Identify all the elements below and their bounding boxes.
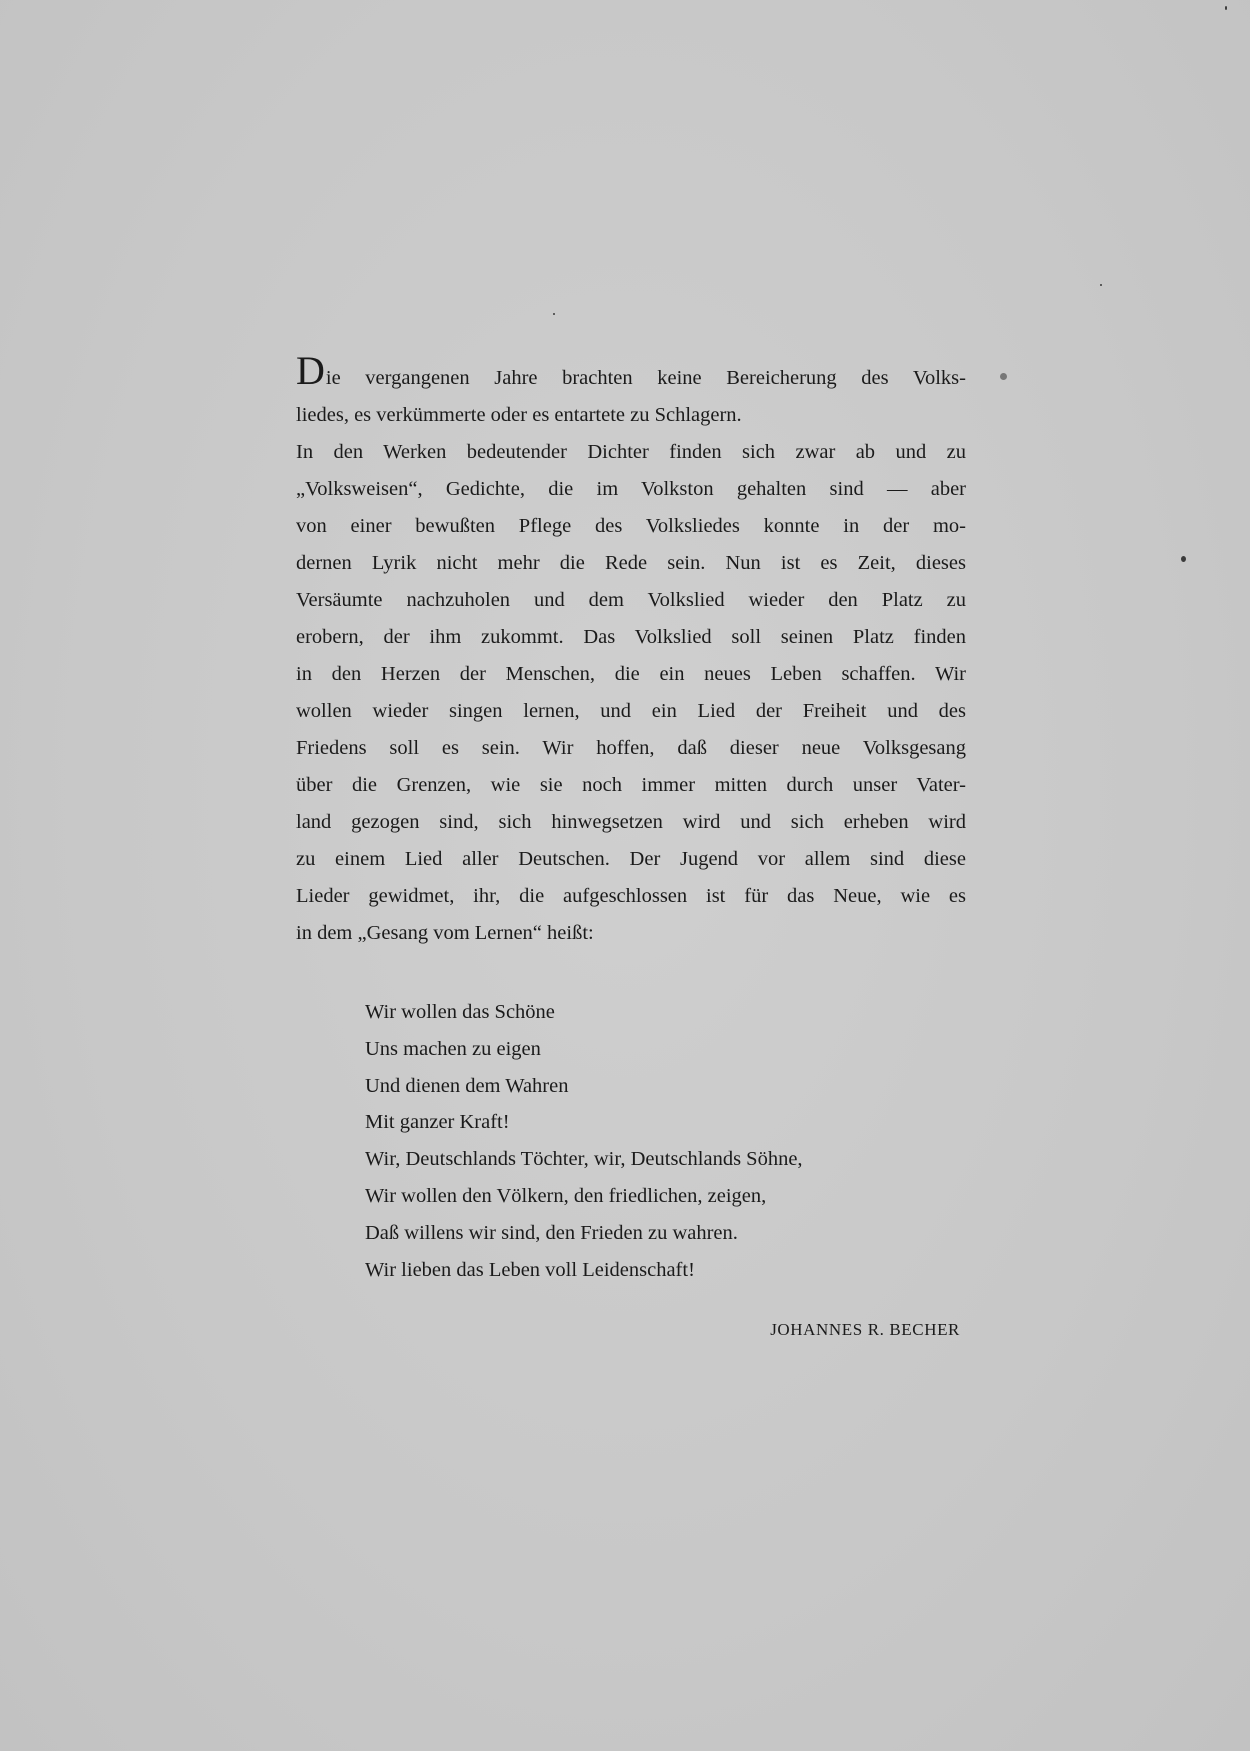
drop-cap: D <box>296 348 325 393</box>
poem-line: Wir, Deutschlands Töchter, wir, Deutschlands Söhne, <box>365 1148 803 1171</box>
poem-line: Wir lieben das Leben voll Leidenschaft! <box>365 1258 695 1281</box>
poem-line: Daß willens wir sind, den Frieden zu wahren. <box>365 1221 738 1244</box>
poem-line: Uns machen zu eigen <box>365 1037 541 1060</box>
intro-line: zu einem Lied aller Deutschen. Der Jugend vor allem sind diese <box>296 848 966 870</box>
paper-speck <box>1100 284 1102 286</box>
intro-line: in den Herzen der Menschen, die ein neues Leben schaffen. Wir <box>296 663 966 685</box>
intro-line: land gezogen sind, sich hinwegsetzen wird und sich erheben wird <box>296 811 966 833</box>
poem-line: Wir wollen den Völkern, den friedlichen, zeigen, <box>365 1184 767 1207</box>
intro-line: Versäumte nachzuholen und dem Volkslied wieder den Platz zu <box>296 589 966 611</box>
intro-line: von einer bewußten Pflege des Volksliedes konnte in der mo- <box>296 515 966 537</box>
intro-line: erobern, der ihm zukommt. Das Volkslied soll seinen Platz finden <box>296 626 966 648</box>
poem-stanza <box>365 994 965 1288</box>
intro-line: „Volksweisen“, Gedichte, die im Volkston gehalten sind — aber <box>296 478 966 500</box>
paper-speck <box>1181 556 1186 562</box>
poem-line: Wir wollen das Schöne <box>365 1001 555 1023</box>
intro-line: liedes, es verkümmerte oder es entartete zu Schlagern. <box>296 404 742 426</box>
intro-line: Die vergangenen Jahre brachten keine Bereicherung des Volks- <box>296 348 966 393</box>
paper-speck <box>553 313 555 315</box>
intro-text <box>296 348 966 952</box>
author-signature: JOHANNES R. BECHER <box>770 1320 960 1339</box>
intro-line: dernen Lyrik nicht mehr die Rede sein. Nun ist es Zeit, dieses <box>296 552 966 574</box>
intro-line: Lieder gewidmet, ihr, die aufgeschlossen ist für das Neue, wie es <box>296 885 966 907</box>
poem-line: Mit ganzer Kraft! <box>365 1111 510 1134</box>
paper-speck <box>1000 373 1007 380</box>
poem-line: Und dienen dem Wahren <box>365 1074 569 1097</box>
intro-line: über die Grenzen, wie sie noch immer mitten durch unser Vater- <box>296 774 966 796</box>
intro-line: in dem „Gesang vom Lernen“ heißt: <box>296 922 594 944</box>
intro-line: In den Werken bedeutender Dichter finden sich zwar ab und zu <box>296 441 966 463</box>
intro-line: Friedens soll es sein. Wir hoffen, daß dieser neue Volksgesang <box>296 737 966 759</box>
paper-speck <box>1225 6 1227 10</box>
intro-line: wollen wieder singen lernen, und ein Lied der Freiheit und des <box>296 700 966 722</box>
